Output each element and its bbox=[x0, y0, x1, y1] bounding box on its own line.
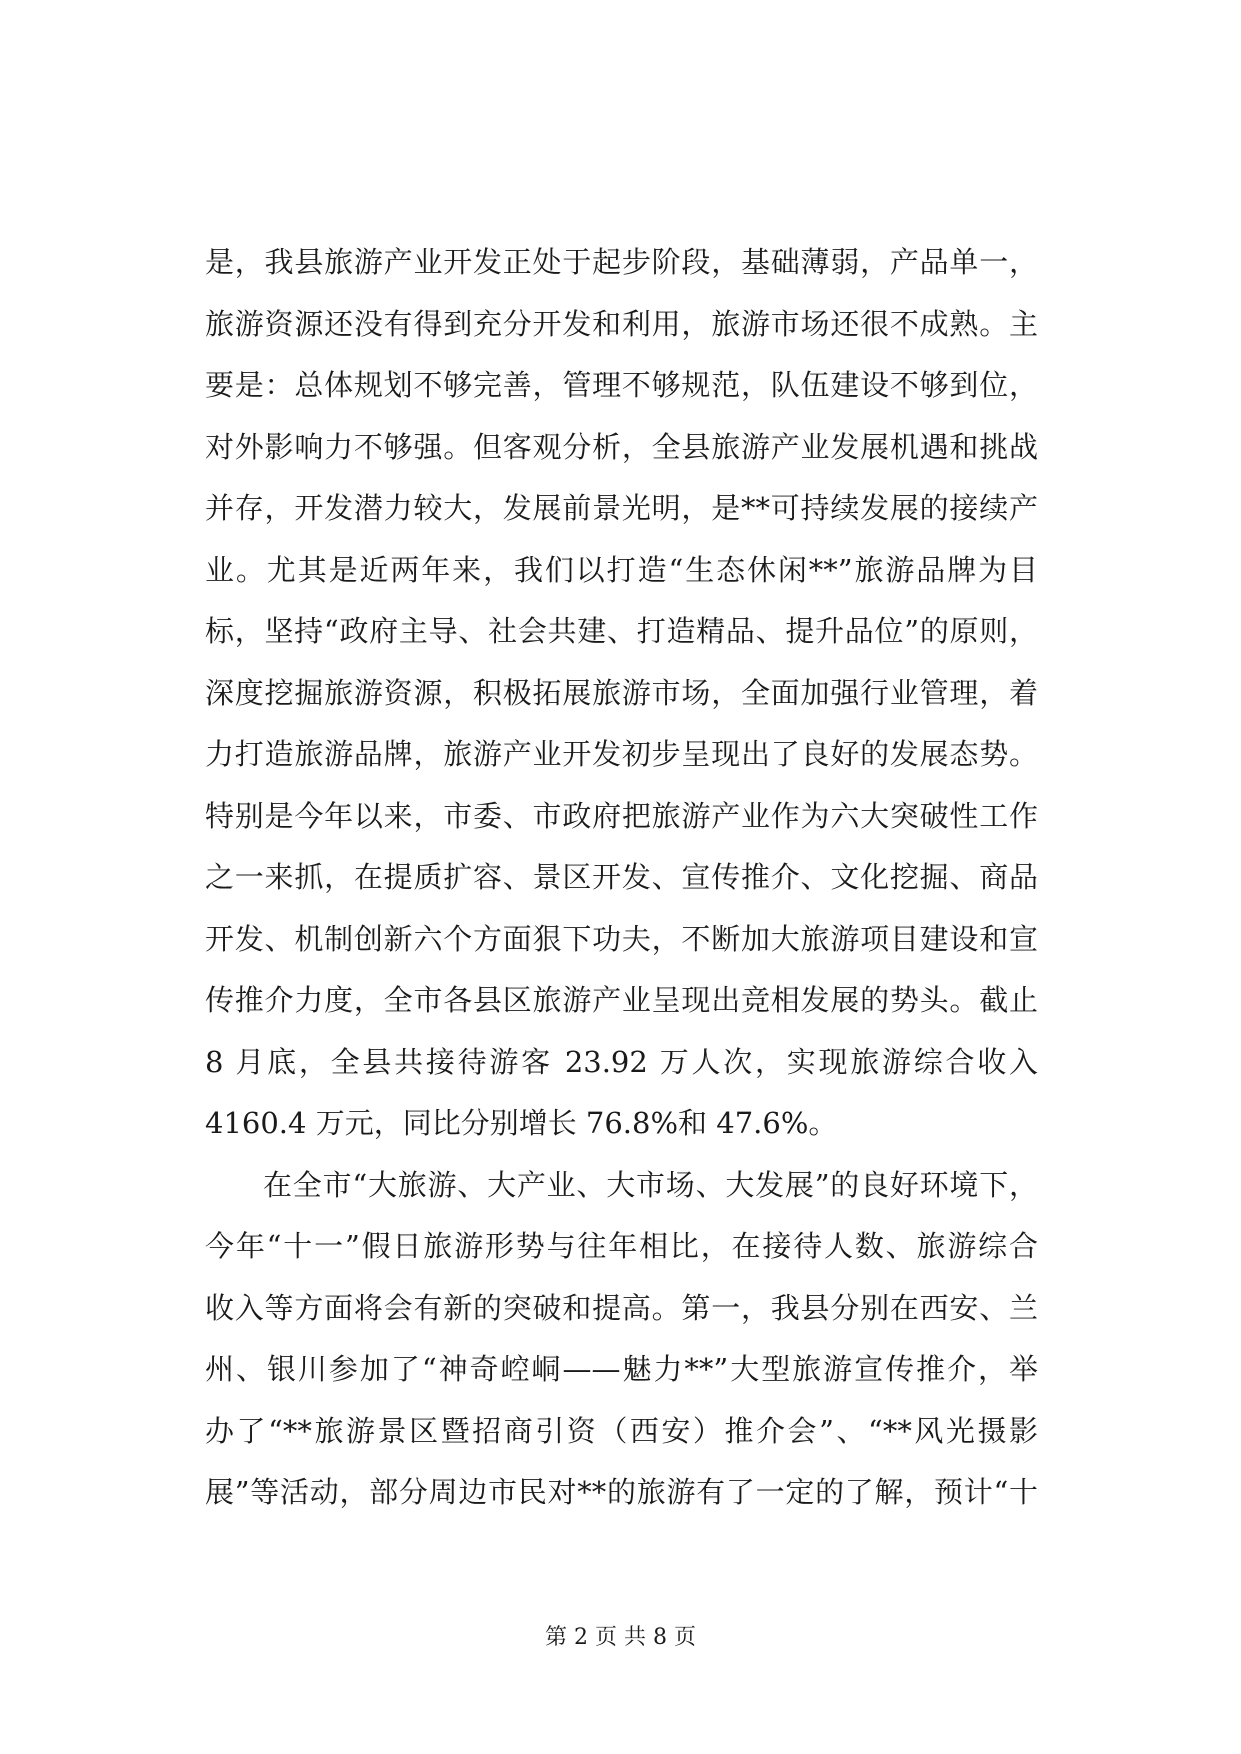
text-line: 展”等活动，部分周边市民对**的旅游有了一定的了解，预计“十 bbox=[205, 1475, 1038, 1509]
text-line: 力打造旅游品牌，旅游产业开发初步呈现出了良好的发展态势。 bbox=[205, 737, 1038, 771]
paragraph-2 bbox=[205, 1155, 1038, 1524]
text-line: 今年“十一”假日旅游形势与往年相比，在接待人数、旅游综合 bbox=[205, 1229, 1038, 1263]
text-line: 之一来抓，在提质扩容、景区开发、宣传推介、文化挖掘、商品 bbox=[205, 860, 1038, 894]
text-line: 标，坚持“政府主导、社会共建、打造精品、提升品位”的原则， bbox=[205, 614, 1038, 648]
text-line: 传推介力度，全市各县区旅游产业呈现出竞相发展的势头。截止 bbox=[205, 983, 1038, 1017]
text-line: 业。尤其是近两年来，我们以打造“生态休闲**”旅游品牌为目 bbox=[205, 552, 1038, 587]
text-line: 收入等方面将会有新的突破和提高。第一，我县分别在西安、兰 bbox=[205, 1290, 1038, 1325]
text-line: 办了“**旅游景区暨招商引资（西安）推介会”、“**风光摄影 bbox=[205, 1413, 1038, 1448]
page-footer: 第 2 页 共 8 页 bbox=[545, 1625, 696, 1650]
text-line: 是，我县旅游产业开发正处于起步阶段，基础薄弱，产品单一， bbox=[205, 245, 1038, 279]
text-line: 开发、机制创新六个方面狠下功夫，不断加大旅游项目建设和宣 bbox=[205, 921, 1038, 956]
paragraph-1 bbox=[205, 232, 1038, 1155]
text-line: 8 月底，全县共接待游客 23.92 万人次，实现旅游综合收入 bbox=[205, 1044, 1038, 1079]
text-line: 要是：总体规划不够完善，管理不够规范，队伍建设不够到位， bbox=[205, 368, 1038, 402]
document-body bbox=[205, 232, 1038, 1524]
text-line-last: 4160.4 万元，同比分别增长 76.8%和 47.6%。 bbox=[205, 1106, 838, 1140]
text-line: 深度挖掘旅游资源，积极拓展旅游市场，全面加强行业管理，着 bbox=[205, 675, 1038, 710]
text-line: 对外影响力不够强。但客观分析，全县旅游产业发展机遇和挑战 bbox=[205, 429, 1038, 464]
text-line: 州、银川参加了“神奇崆峒——魅力**”大型旅游宣传推介，举 bbox=[205, 1352, 1038, 1386]
text-line: 并存，开发潜力较大，发展前景光明，是**可持续发展的接续产 bbox=[205, 491, 1038, 525]
text-line-first: 在全市“大旅游、大产业、大市场、大发展”的良好环境下， bbox=[263, 1167, 1038, 1202]
text-line: 特别是今年以来，市委、市政府把旅游产业作为六大突破性工作 bbox=[205, 798, 1038, 833]
text-line: 旅游资源还没有得到充分开发和利用，旅游市场还很不成熟。主 bbox=[205, 306, 1038, 341]
